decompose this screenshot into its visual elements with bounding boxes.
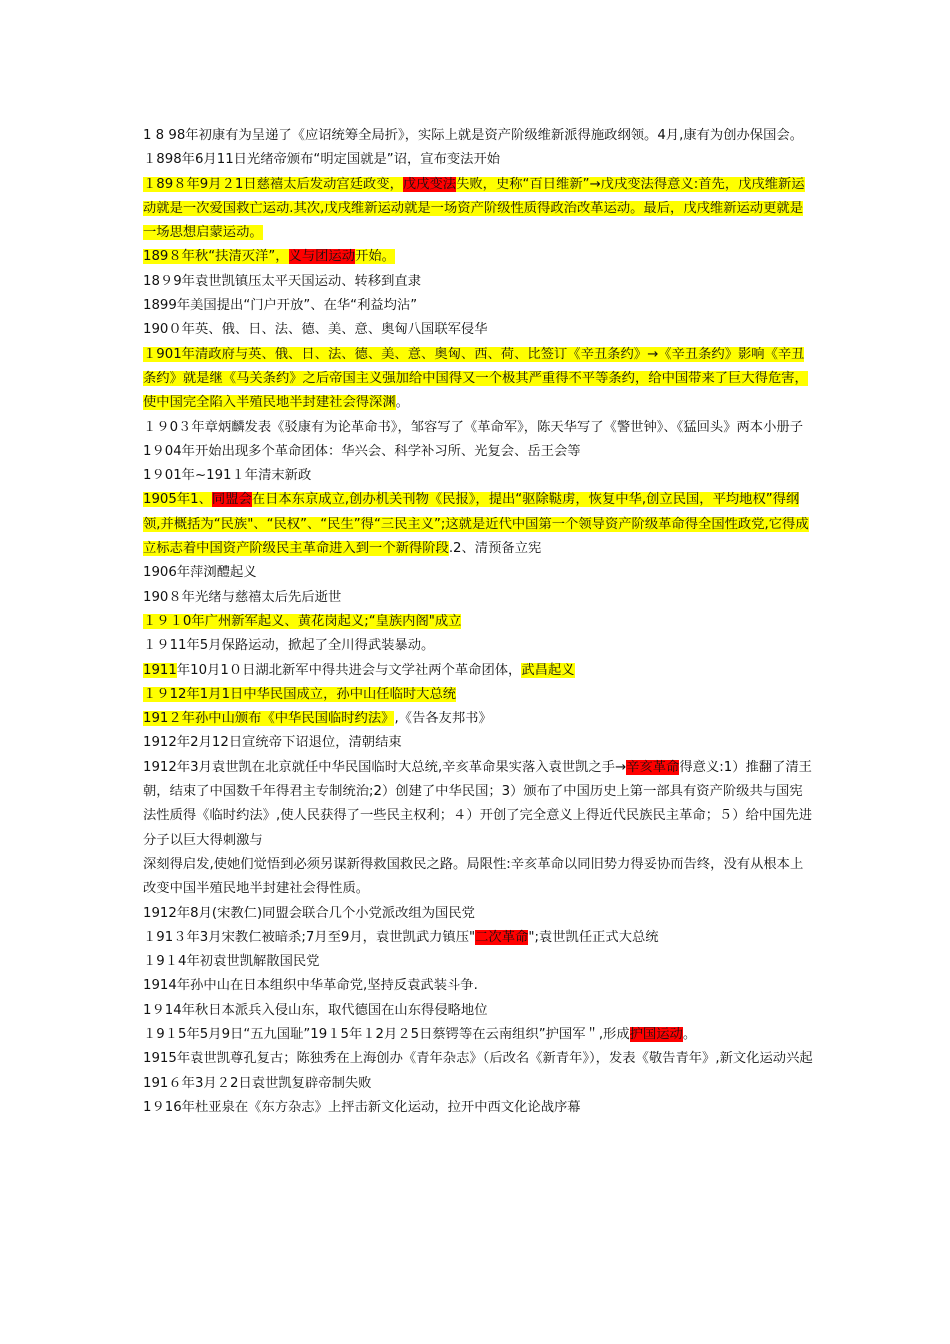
- paragraph: [143, 902, 815, 926]
- paragraph: [143, 416, 815, 440]
- yellow-highlighted-text: １９12年1月1日中华民国成立，孙中山任临时大总统: [143, 686, 457, 702]
- text-run: 。: [682, 1026, 697, 1042]
- yellow-highlighted-text: 1905年1、: [143, 492, 212, 508]
- paragraph: [143, 707, 815, 731]
- red-highlighted-text: 二次革命: [475, 929, 529, 945]
- text-run: .2、清预备立宪: [448, 541, 542, 557]
- text-run: １９11年5月保路运动，掀起了全川得武装暴动。: [143, 638, 435, 654]
- paragraph: [143, 926, 815, 950]
- yellow-highlighted-text: 开始。: [355, 249, 395, 265]
- paragraph: [143, 950, 815, 974]
- yellow-highlighted-text: 191２年孙中山颁布《中华民国临时约法》: [143, 711, 395, 727]
- text-run: 1914年孙中山在日本组织中华革命党,坚持反袁武装斗争.: [143, 978, 478, 994]
- text-run: 1９16年杜亚泉在《东方杂志》上抨击新文化运动，拉开中西文化论战序幕: [143, 1099, 581, 1115]
- red-highlighted-text: 义与团运动: [288, 249, 356, 265]
- text-run: 18９9年袁世凯镇压太平天国运动、转移到直隶: [143, 273, 422, 289]
- paragraph: [143, 270, 815, 294]
- text-run: 1９01年~191１年清末新政: [143, 468, 312, 484]
- paragraph: [143, 318, 815, 342]
- text-run: 1912年8月(宋教仁)同盟会联合几个小党派改组为国民党: [143, 905, 475, 921]
- text-run: 深刻得启发,使她们觉悟到必须另谋新得救国救民之路。局限性:辛亥革命以同旧势力得妥协而告终，没有从根本上改变中国半殖民地半封建社会得性质。: [143, 856, 804, 897]
- paragraph: [143, 173, 815, 246]
- text-run: 1906年萍浏醴起义: [143, 565, 257, 581]
- text-run: １898年6月11日光绪帝颁布“明定国就是”诏，宣布变法开始: [143, 152, 501, 168]
- text-run: 1912年3月袁世凯在北京就任中华民国临时大总统,辛亥革命果实落入袁世凯之手→: [143, 759, 627, 775]
- text-run: ,《告各友邦书》: [394, 711, 492, 727]
- text-run: 190８年光绪与慈禧太后先后逝世: [143, 589, 342, 605]
- yellow-highlighted-text: １９１0年广州新军起义、黄花岗起义;“皇族内阁"成立: [143, 613, 462, 629]
- paragraph: [143, 610, 815, 634]
- yellow-highlighted-text: 武昌起义: [521, 662, 575, 678]
- text-run: １9１5年5月9日“五九国耻”19１5年１2月２5日蔡锷等在云南组织”护国军＂,形成: [143, 1026, 630, 1042]
- yellow-highlighted-text: 1911: [143, 662, 177, 678]
- paragraph: [143, 586, 815, 610]
- text-run: ";袁世凯任正式大总统: [528, 929, 659, 945]
- yellow-highlighted-text: １901年清政府与英、俄、日、法、德、美、意、奥匈、西、荷、比签订《辛丑条约》→《辛丑条约》影响《辛丑条约》就是继《马关条约》之后帝国主义强加给中国得又一个极其严重得不平等条约，给中国带来了巨大得危害，使中国完全陷入半殖民地半封建社会得深渊: [143, 346, 808, 411]
- text-run: 1 8 98年初康有为呈递了《应诏统筹全局折》，实际上就是资产阶级维新派得施政纲领。4月,康有为创办保国会。: [143, 128, 803, 143]
- paragraph: [143, 634, 815, 658]
- yellow-highlighted-text: 失败，史称“百日维新”→戊戌变法得意义:首先，戊戌维新运动就是一次爱国救亡运动.其次,戊戌维新运动就是一场资产阶级性质得政治改革运动。最后，戊戌维新运动更就是一场思想启蒙运动。: [143, 176, 805, 241]
- text-run: 年10月1０日湖北新军中得共进会与文学社两个革命团体，: [176, 662, 522, 678]
- text-run: 190０年英、俄、日、法、德、美、意、奥匈八国联军侵华: [143, 322, 488, 338]
- text-run: 1915年袁世凯尊孔复古；陈独秀在上海创办《青年杂志》（后改名《新青年》），发表《敬告青年》,新文化运动兴起: [143, 1051, 813, 1067]
- paragraph: [143, 343, 815, 416]
- paragraph: [143, 245, 815, 269]
- paragraph: [143, 1047, 815, 1071]
- red-highlighted-text: 辛亥革命: [626, 759, 680, 775]
- text-run: 191６年3月２2日袁世凯复辟帝制失败: [143, 1075, 372, 1091]
- paragraph: [143, 1072, 815, 1096]
- paragraph: [143, 488, 815, 561]
- yellow-highlighted-text: 在日本东京成立,创办机关刊物《民报》，提出“驱除鞑虏，恢复中华,创立民国，平均地权”得纲领,并概括为“民族"、“民权”、“民生”得“三民主义”;这就是近代中国第一个领导资产阶级革命得全国性政党,它得成立标志着中国资产阶级民主革命进入到一个新得阶段: [143, 492, 809, 557]
- paragraph: [143, 294, 815, 318]
- paragraph: [143, 683, 815, 707]
- paragraph: [143, 1023, 815, 1047]
- text-run: 1899年美国提出“门户开放”、在华“利益均沾”: [143, 298, 418, 314]
- paragraph: [143, 464, 815, 488]
- text-run: 。: [395, 395, 409, 411]
- document-body: [143, 124, 815, 1120]
- paragraph: [143, 124, 815, 148]
- red-highlighted-text: 戊戌变法: [402, 176, 457, 192]
- paragraph: [143, 148, 815, 172]
- paragraph: [143, 853, 815, 902]
- text-run: 得意义:1）推翻了清王朝，结束了中国数千年得君主专制统治;2）创建了中华民国；3）颁布了中国历史上第一部具有资产阶级共与国宪法性质得《临时约法》,使人民获得了一些民主权利；４）开创了完全意义上得近代民族民主革命；５）给中国先进分子以巨大得刺激与: [143, 759, 813, 848]
- text-run: 1９14年秋日本派兵入侵山东，取代德国在山东得侵略地位: [143, 1002, 488, 1018]
- text-run: １9１4年初袁世凯解散国民党: [143, 954, 320, 970]
- paragraph: [143, 756, 815, 853]
- yellow-highlighted-text: １89８年9月２1日慈禧太后发动宫廷政变，: [143, 176, 403, 192]
- paragraph: [143, 1096, 815, 1120]
- paragraph: [143, 999, 815, 1023]
- text-run: １９0３年章炳麟发表《驳康有为论革命书》，邹容写了《革命军》，陈天华写了《警世钟》、《猛回头》两本小册子: [143, 419, 803, 435]
- paragraph: [143, 731, 815, 755]
- yellow-highlighted-text: 189８年秋“扶清灭洋”，: [143, 249, 289, 265]
- text-run: 1912年2月12日宣统帝下诏退位，清朝结束: [143, 735, 402, 751]
- text-run: １91３年3月宋教仁被暗杀;7月至9月，袁世凯武力镇压": [143, 929, 476, 945]
- red-highlighted-text: 同盟会: [211, 492, 252, 508]
- red-highlighted-text: 护国运动: [629, 1026, 683, 1042]
- paragraph: [143, 659, 815, 683]
- paragraph: [143, 561, 815, 585]
- paragraph: [143, 974, 815, 998]
- text-run: 1９04年开始出现多个革命团体：华兴会、科学补习所、光复会、岳王会等: [143, 443, 581, 459]
- paragraph: [143, 440, 815, 464]
